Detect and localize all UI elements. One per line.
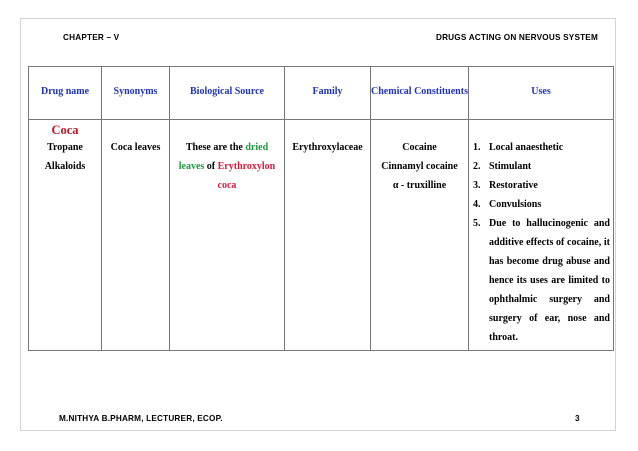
column-header-synonyms: Synonyms (102, 67, 170, 120)
column-header-drug-name: Drug name (29, 67, 102, 120)
synonyms-cell (102, 120, 170, 351)
constituents-cell (371, 120, 469, 351)
list-item: 1. Local anaesthetic (473, 142, 564, 153)
table-header-row (29, 67, 614, 120)
list-item: 3. Restorative (473, 180, 538, 191)
bio-source-prefix: These are the (185, 142, 246, 153)
family-cell (285, 120, 371, 351)
column-header-biological-source: Biological Source (170, 67, 285, 120)
drug-table (28, 66, 614, 351)
family-text: Erythroxylaceae (292, 142, 363, 153)
uses-list (469, 138, 613, 347)
constituent-item: Cinnamyl cocaine (381, 161, 458, 172)
drug-name-line: Alkaloids (44, 161, 86, 172)
table-row (29, 120, 614, 351)
column-header-chemical-constituents: Chemical Constituents (371, 67, 469, 120)
page-number: 3 (575, 414, 580, 423)
list-item: 4. Convulsions (473, 199, 542, 210)
bio-source-species: coca (217, 180, 237, 191)
bio-source-dried: dried (245, 142, 269, 153)
constituent-item: α - truxilline (392, 180, 447, 191)
chapter-header: CHAPTER – V (63, 33, 120, 42)
bio-source-of: of (204, 161, 218, 172)
footer-author: M.NITHYA B.PHARM, LECTURER, ECOP. (59, 414, 223, 423)
bio-source-leaves: leaves (178, 161, 205, 172)
synonyms-text: Coca leaves (110, 142, 161, 153)
drug-name-title: Coca (51, 123, 79, 137)
column-header-family: Family (285, 67, 371, 120)
biological-source-cell (170, 120, 285, 351)
drug-name-line: Tropane (47, 142, 83, 153)
column-header-uses: Uses (469, 67, 614, 120)
drug-name-cell (29, 120, 102, 351)
list-item: 5. Due to hallucinogenic and additive effects of cocaine, it has become drug abuse and hence its uses are limited to ophthalmic surgery and surgery of ear, nose and throat. (473, 218, 610, 343)
uses-cell (469, 120, 614, 351)
bio-source-genus: Erythroxylon (217, 161, 276, 172)
section-header: DRUGS ACTING ON NERVOUS SYSTEM (435, 33, 598, 42)
list-item: 2. Stimulant (473, 161, 532, 172)
constituent-item: Cocaine (402, 142, 437, 153)
